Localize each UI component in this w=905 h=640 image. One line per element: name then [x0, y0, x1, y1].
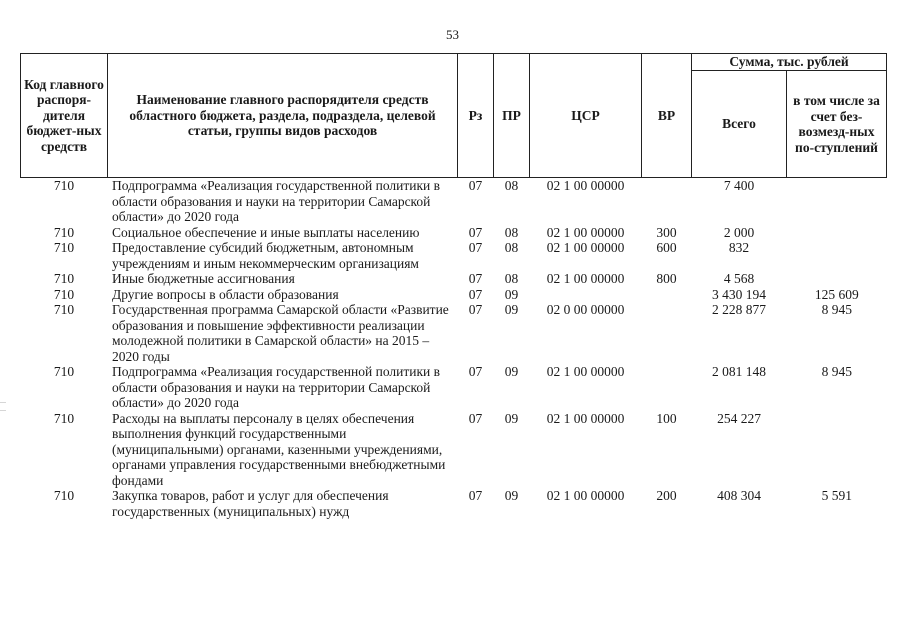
- cell-free: 125 609: [814, 286, 859, 302]
- cell-csr: 02 1 00 00000: [546, 410, 625, 426]
- cell-rz: 07: [468, 488, 483, 503]
- cell-name: Иные бюджетные ассигнования: [112, 271, 295, 286]
- cell-rz: 07: [468, 364, 483, 379]
- cell-code: 710: [53, 224, 75, 240]
- cell-vr: [642, 178, 692, 225]
- cell-free: [787, 178, 887, 225]
- cell-total: 2 228 877: [712, 302, 766, 317]
- table-row: [21, 287, 887, 303]
- cell-name: Предоставление субсидий бюджетным, автономным учреждениям и иным некоммерческим организациям: [112, 240, 419, 271]
- cell-total: 832: [728, 240, 750, 255]
- table-row: [21, 364, 887, 411]
- cell-total: 4 568: [723, 271, 755, 286]
- cell-code: 710: [53, 271, 75, 286]
- table-body: [21, 178, 887, 522]
- cell-vr: 100: [656, 410, 677, 426]
- cell-vr: [642, 364, 692, 411]
- cell-code: 710: [53, 488, 75, 503]
- cell-name: Другие вопросы в области образования: [112, 286, 339, 302]
- table-row: [21, 302, 887, 364]
- cell-free: [787, 240, 887, 271]
- cell-rz: 07: [468, 271, 483, 286]
- scan-mark: [0, 402, 6, 403]
- cell-name: Подпрограмма «Реализация государственной политики в области образования и науки на территории Самарской области» до 2020 года: [112, 364, 441, 410]
- header-csr: ЦСР: [530, 54, 642, 178]
- cell-rz: 07: [468, 302, 483, 317]
- cell-total: 2 000: [723, 224, 755, 240]
- table-row: [21, 240, 887, 271]
- cell-name: Социальное обеспечение и иные выплаты населению: [112, 224, 420, 240]
- page-number: 53: [446, 27, 459, 42]
- header-sum: Сумма, тыс. рублей: [692, 54, 887, 71]
- header-name: Наименование главного распорядителя средств областного бюджета, раздела, подраздела, целевой статьи, группы видов расходов: [108, 54, 458, 178]
- cell-pr: 09: [504, 286, 519, 302]
- cell-pr: 08: [504, 224, 519, 240]
- cell-vr: 300: [656, 224, 677, 240]
- header-rz: Рз: [458, 54, 494, 178]
- cell-code: 710: [53, 302, 75, 317]
- header-code: Код главного распоря-дителя бюджет-ных средств: [21, 54, 108, 178]
- scan-mark: [0, 410, 6, 411]
- cell-total: 2 081 148: [712, 364, 766, 379]
- cell-code: 710: [53, 178, 75, 193]
- cell-code: 710: [53, 286, 75, 302]
- cell-csr: 02 1 00 00000: [546, 240, 625, 255]
- cell-pr: 09: [504, 410, 519, 426]
- cell-csr: 02 1 00 00000: [546, 488, 625, 503]
- table-row: [21, 271, 887, 287]
- cell-pr: 08: [504, 240, 519, 255]
- cell-rz: 07: [468, 286, 483, 302]
- cell-csr: [530, 287, 642, 303]
- cell-csr: 02 1 00 00000: [546, 364, 625, 379]
- header-total: Всего: [692, 71, 787, 178]
- cell-code: 710: [53, 240, 75, 255]
- cell-csr: 02 1 00 00000: [546, 178, 625, 193]
- cell-name: Подпрограмма «Реализация государственной политики в области образования и науки на территории Самарской области» до 2020 года: [112, 178, 441, 224]
- cell-total: 7 400: [723, 178, 755, 193]
- cell-free: [787, 271, 887, 287]
- cell-vr: 600: [656, 240, 677, 255]
- cell-total: 254 227: [717, 410, 761, 426]
- cell-rz: 07: [468, 224, 483, 240]
- cell-rz: 07: [468, 240, 483, 255]
- table-header: [21, 54, 887, 178]
- cell-pr: 08: [504, 178, 519, 193]
- header-pr: ПР: [494, 54, 530, 178]
- cell-total: 3 430 194: [712, 286, 766, 302]
- header-vr: ВР: [642, 54, 692, 178]
- table-row: [21, 178, 887, 225]
- cell-rz: 07: [468, 178, 483, 193]
- cell-name: Расходы на выплаты персоналу в целях обеспечения выполнения функций государственными (муниципальными) органами, казенными учреждениями, органами управления государственными внебюджетными фондами: [112, 410, 446, 488]
- cell-pr: 09: [504, 488, 519, 503]
- cell-vr: [642, 302, 692, 364]
- cell-csr: 02 1 00 00000: [546, 224, 625, 240]
- budget-table: [20, 53, 887, 521]
- cell-pr: 09: [504, 302, 519, 317]
- cell-vr: 200: [656, 488, 677, 503]
- cell-free: 8 945: [821, 364, 852, 379]
- cell-code: 710: [53, 364, 75, 379]
- cell-csr: 02 1 00 00000: [546, 271, 625, 286]
- cell-free: 5 591: [821, 488, 852, 503]
- cell-csr: 02 0 00 00000: [546, 302, 625, 317]
- cell-name: Государственная программа Самарской области «Развитие образования и повышение эффективности реализации молодежной политики в Самарской области» на 2015 – 2020 годы: [112, 302, 449, 364]
- cell-rz: 07: [468, 410, 483, 426]
- cell-free: 8 945: [821, 302, 852, 317]
- cell-code: 710: [53, 410, 75, 426]
- table-row: [21, 411, 887, 489]
- cell-pr: 08: [504, 271, 519, 286]
- cell-vr: 800: [656, 271, 677, 286]
- header-free: в том числе за счет без-возмезд-ных по-ступлений: [787, 71, 887, 178]
- cell-name: Закупка товаров, работ и услуг для обеспечения государственных (муниципальных) нужд: [112, 488, 389, 519]
- cell-free: [787, 225, 887, 241]
- cell-vr: [642, 287, 692, 303]
- table-row: [21, 488, 887, 521]
- cell-pr: 09: [504, 364, 519, 379]
- cell-total: 408 304: [717, 488, 761, 503]
- table-row: [21, 225, 887, 241]
- cell-free: [787, 411, 887, 489]
